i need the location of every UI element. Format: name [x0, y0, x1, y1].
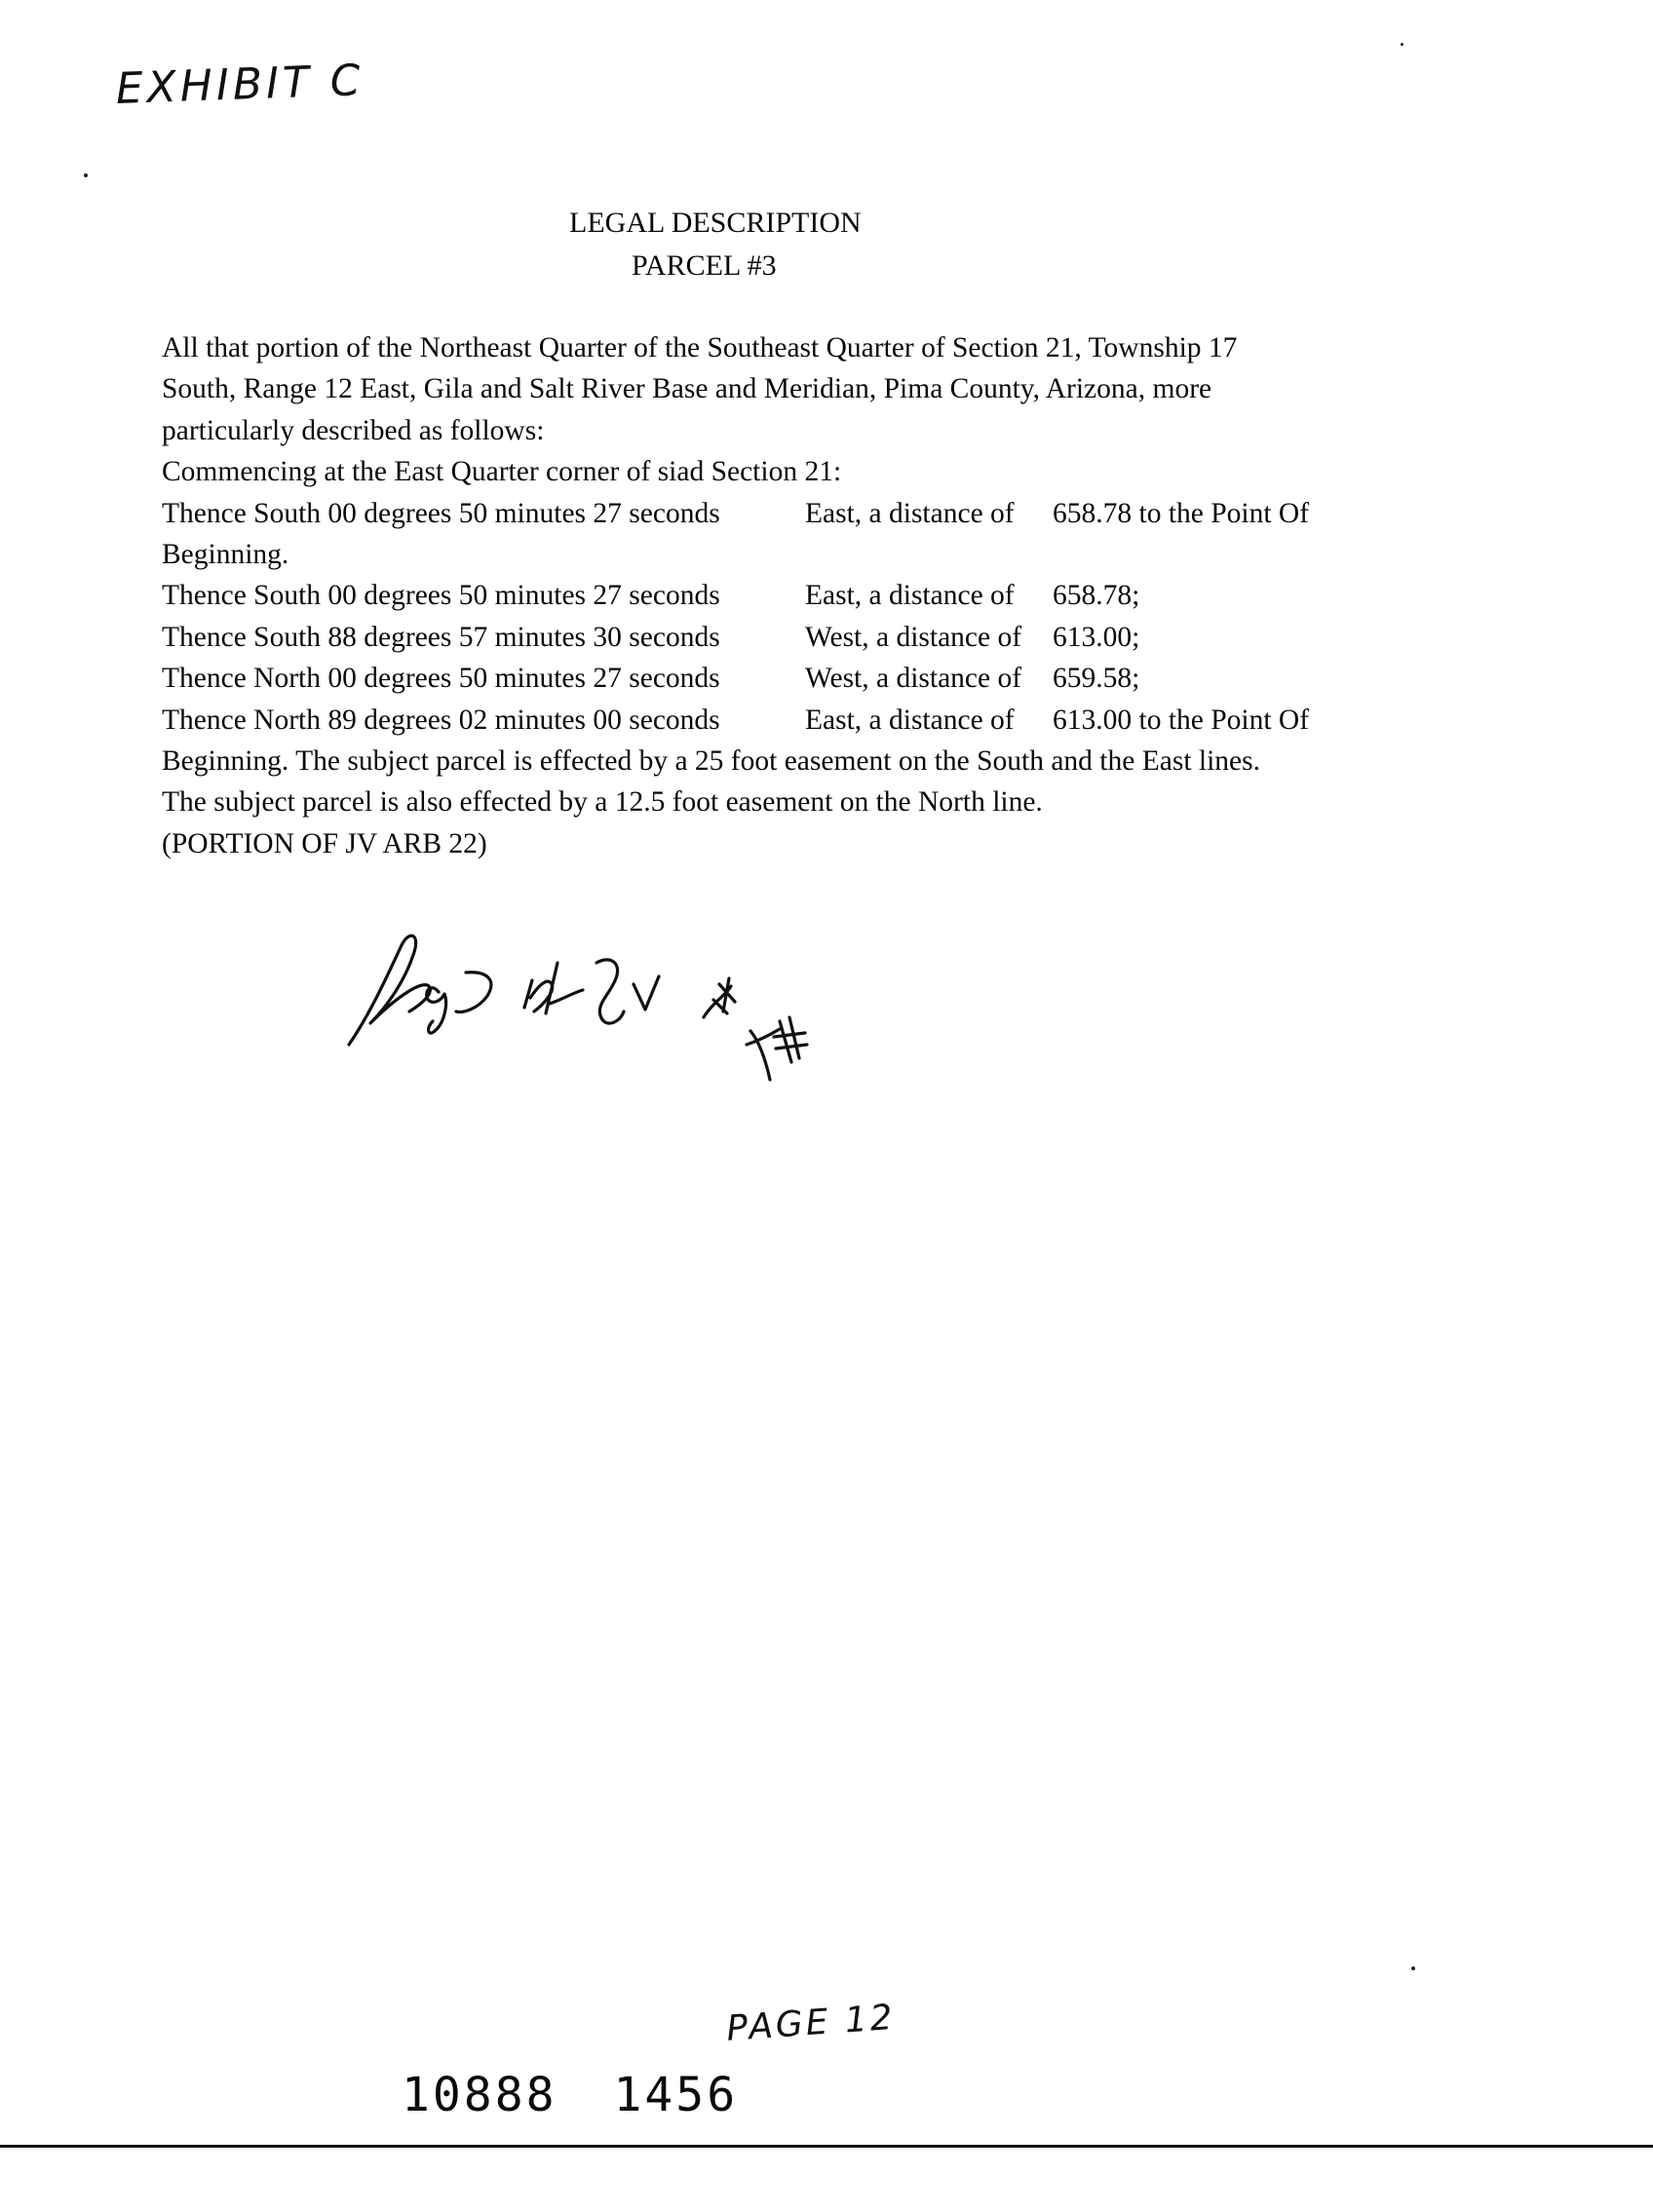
call-distance: 613.00 to the Point Of: [1053, 704, 1310, 736]
call-bearing: Thence South 00 degrees 50 minutes 27 seconds: [162, 497, 720, 529]
call-direction: East, a distance of: [805, 497, 1015, 529]
scan-speck: [1411, 1966, 1415, 1970]
call-distance: 658.78 to the Point Of: [1053, 497, 1310, 529]
recording-page: 1456: [613, 2068, 739, 2122]
recording-docket: 10888: [402, 2068, 557, 2122]
call-direction: West, a distance of: [805, 621, 1022, 653]
call-bearing: Thence North 89 degrees 02 minutes 00 seconds: [162, 704, 720, 736]
call-continuation: Beginning. The subject parcel is effected by a 25 foot easement on the South and the East lines.: [162, 745, 1260, 778]
legal-description-body: [162, 327, 1448, 864]
body-line: Commencing at the East Quarter corner of siad Section 21:: [162, 456, 842, 488]
page-note-handwritten: PAGE 12: [725, 1997, 897, 2049]
signature-initials-drawing: [341, 916, 965, 1101]
survey-call-line: [162, 617, 1448, 658]
scan-speck: [84, 173, 88, 177]
survey-call-line: [162, 658, 1448, 699]
body-line: particularly described as follows:: [162, 414, 545, 446]
document-title: LEGAL DESCRIPTION: [569, 207, 862, 239]
call-direction: West, a distance of: [805, 663, 1022, 695]
parcel-reference: (PORTION OF JV ARB 22): [162, 827, 487, 859]
call-direction: East, a distance of: [805, 704, 1015, 736]
call-continuation: Beginning.: [162, 539, 289, 571]
survey-call-line: [162, 700, 1448, 741]
call-bearing: Thence South 88 degrees 57 minutes 30 seconds: [162, 621, 720, 653]
call-distance: 658.78;: [1053, 580, 1140, 612]
call-distance: 613.00;: [1053, 621, 1140, 653]
body-line: The subject parcel is also effected by a 12.5 foot easement on the North line.: [162, 786, 1043, 819]
call-bearing: Thence South 00 degrees 50 minutes 27 seconds: [162, 580, 720, 612]
scan-speck: [1401, 43, 1403, 46]
bottom-rule: [0, 2145, 1653, 2148]
call-direction: East, a distance of: [805, 580, 1015, 612]
parcel-number-heading: PARCEL #3: [632, 249, 777, 282]
body-line: All that portion of the Northeast Quarter of the Southeast Quarter of Section 21, Township 17: [162, 332, 1238, 363]
body-line: South, Range 12 East, Gila and Salt River Base and Meridian, Pima County, Arizona, more: [162, 373, 1212, 405]
call-distance: 659.58;: [1053, 663, 1140, 695]
call-bearing: Thence North 00 degrees 50 minutes 27 seconds: [162, 663, 720, 695]
survey-call-line: [162, 575, 1448, 616]
survey-call-line: [162, 493, 1448, 534]
exhibit-label-handwritten: EXHIBIT C: [115, 56, 365, 114]
recording-number: [402, 2068, 738, 2122]
